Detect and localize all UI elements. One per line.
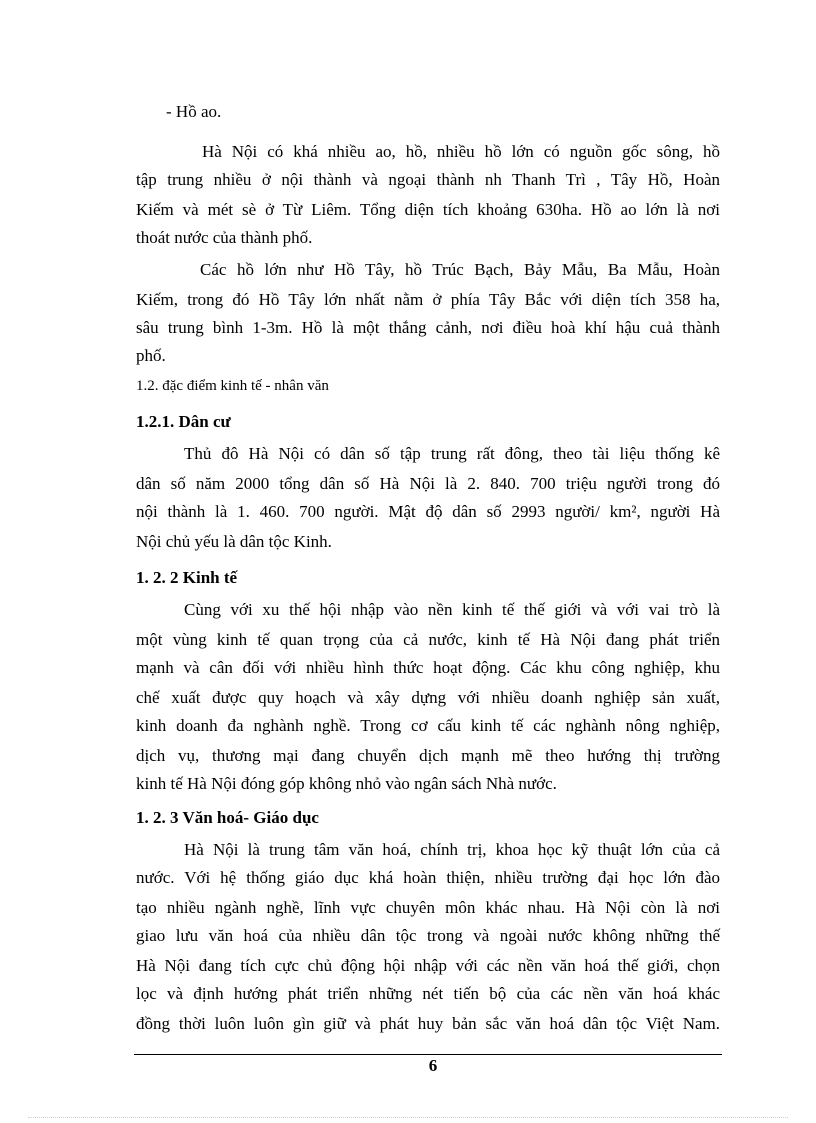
text-line: Hà Nội có khá nhiều ao, hồ, nhiều hồ lớn có nguồn gốc sông, hồ — [202, 142, 720, 161]
text-line: Hà Nội đang tích cực chủ động hội nhập với các nền văn hoá thế giới, chọn — [136, 956, 720, 975]
text-line: Kiếm và mét sè ở Từ Liêm. Tổng diện tích khoảng 630ha. Hồ ao lớn là nơi — [136, 200, 720, 219]
text-line: tạo nhiều ngành nghề, lĩnh vực chuyên môn khác nhau. Hà Nội còn là nơi — [136, 898, 720, 917]
text-line: nước. Với hệ thống giáo dục khá hoàn thiện, nhiều trường đại học lớn đào — [136, 868, 720, 887]
text-line: dịch vụ, thương mại đang chuyển dịch mạnh mẽ theo hướng thị trường — [136, 746, 720, 765]
text-line: kinh doanh đa nghành nghề. Trong cơ cấu kinh tế các nghành nông nghiệp, — [136, 716, 720, 735]
text-line: tập trung nhiều ở nội thành và ngoại thành nh Thanh Trì , Tây Hồ, Hoàn — [136, 170, 720, 189]
text-line: - Hồ ao. — [166, 102, 222, 121]
text-line: Kiếm, trong đó Hồ Tây lớn nhất nằm ở phía Tây Bắc với diện tích 358 ha, — [136, 290, 720, 309]
text-line: chế xuất được quy hoạch và xây dựng với nhiều doanh nghiệp sản xuất, — [136, 688, 720, 707]
section-heading: 1. 2. 2 Kinh tế — [136, 568, 238, 587]
text-line: sâu trung bình 1-3m. Hồ là một thắng cảnh, nơi điều hoà khí hậu cuả thành — [136, 318, 720, 337]
footer-rule — [134, 1054, 722, 1055]
text-line: Các hồ lớn như Hồ Tây, hồ Trúc Bạch, Bảy Mẫu, Ba Mẫu, Hoàn — [200, 260, 720, 279]
section-heading: 1.2.1. Dân cư — [136, 412, 231, 431]
text-line: lọc và định hướng phát triển những nét tiến bộ của các nền văn hoá khác — [136, 984, 720, 1003]
text-line: phố. — [136, 346, 166, 365]
text-line: 1.2. đặc điểm kinh tế - nhân văn — [136, 378, 329, 394]
text-line: kinh tế Hà Nội đóng góp không nhỏ vào ngân sách Nhà nước. — [136, 774, 557, 793]
text-line: một vùng kinh tế quan trọng của cả nước, kinh tế Hà Nội đang phát triển — [136, 630, 720, 649]
text-line: giao lưu văn hoá của nhiều dân tộc trong và ngoài nước không những thế — [136, 926, 720, 945]
text-line: Cùng với xu thế hội nhập vào nền kinh tế thế giới và với vai trò là — [184, 600, 720, 619]
text-line: Thủ đô Hà Nội có dân số tập trung rất đông, theo tài liệu thống kê — [184, 444, 720, 463]
text-line: đồng thời luôn luôn gìn giữ và phát huy bản sắc văn hoá dân tộc Việt Nam. — [136, 1014, 720, 1033]
text-line: nội thành là 1. 460. 700 người. Mật độ dân số 2993 người/ km², người Hà — [136, 502, 720, 521]
section-heading: 1. 2. 3 Văn hoá- Giáo dục — [136, 808, 319, 827]
text-line: Hà Nội là trung tâm văn hoá, chính trị, khoa học kỹ thuật lớn của cả — [184, 840, 720, 859]
page-number: 6 — [428, 1056, 438, 1075]
text-line: dân số năm 2000 tổng dân số Hà Nội là 2. 840. 700 triệu người trong đó — [136, 474, 720, 493]
page-bottom-border — [28, 1117, 788, 1118]
text-line: Nội chủ yếu là dân tộc Kinh. — [136, 532, 332, 551]
text-line: mạnh và cân đối với nhiều hình thức hoạt động. Các khu công nghiệp, khu — [136, 658, 720, 677]
text-line: thoát nước của thành phố. — [136, 228, 313, 247]
